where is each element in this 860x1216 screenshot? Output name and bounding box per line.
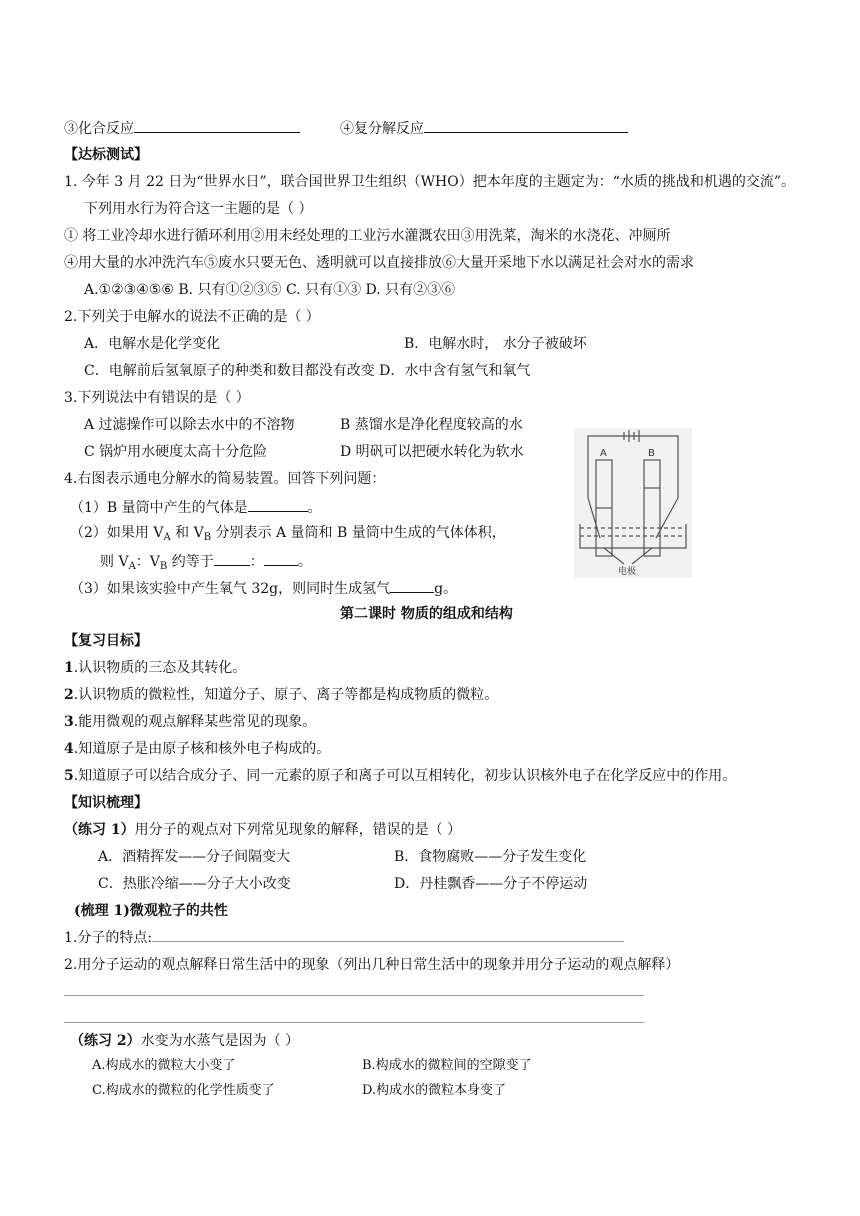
molecule-features-prompt: 1.分子的特点: bbox=[64, 929, 624, 947]
answer-blank[interactable] bbox=[214, 551, 250, 566]
exercise-1-option-c: C．热胀冷缩——分子大小改变 bbox=[98, 876, 291, 892]
answer-line[interactable] bbox=[64, 1022, 644, 1023]
answer-blank[interactable] bbox=[424, 118, 628, 133]
item-double-decomposition: ④复分解反应 bbox=[340, 118, 628, 138]
goal-item: 2.认识物质的微粒性，知道分子、原子、离子等都是构成物质的微粒。 bbox=[64, 687, 499, 703]
exercise-2-option-b: B.构成水的微粒间的空隙变了 bbox=[362, 1058, 532, 1073]
answer-blank[interactable] bbox=[264, 551, 298, 566]
exercise-2-option-a: A.构成水的微粒大小变了 bbox=[92, 1058, 236, 1073]
answer-blank[interactable] bbox=[248, 497, 308, 512]
q4-part3: （3）如果该实验中产生氧气 32g，则同时生成氢气 g。 bbox=[70, 578, 457, 598]
item-combination-reaction: ③化合反应 bbox=[64, 118, 300, 138]
exercise-2-option-c: C.构成水的微粒的化学性质变了 bbox=[92, 1083, 275, 1098]
q4-part2-line1: （2）如果用 $V_A$ 和 $V_B$ 分别表示 A 量筒和 B 量筒中生成的气体体积， bbox=[70, 525, 506, 543]
lesson-title: 第二课时 物质的组成和结构 bbox=[340, 606, 513, 622]
q2-option-cd: C．电解前后氢氧原子的种类和数目都没有改变 D．水中含有氢气和氧气 bbox=[84, 363, 531, 379]
section-heading-review-goals: 【复习目标】 bbox=[64, 633, 148, 649]
exercise-1-option-b: B．食物腐败——分子发生变化 bbox=[394, 849, 587, 865]
q3-option-a: A 过滤操作可以除去水中的不溶物 bbox=[84, 417, 295, 433]
q3-option-b: B 蒸馏水是净化程度较高的水 bbox=[340, 417, 523, 433]
answer-line[interactable] bbox=[152, 929, 624, 942]
q2-stem: 2.下列关于电解水的说法不正确的是（ ） bbox=[64, 309, 320, 325]
q3-option-d: D 明矾可以把硬水转化为软水 bbox=[340, 444, 524, 460]
tube-b bbox=[644, 460, 660, 556]
q1-item-line1: ① 将工业冷却水进行循环利用②用未经处理的工业污水灌溉农田③用洗菜，淘米的水浇花、冲厕所 bbox=[64, 228, 671, 244]
exercise-2-stem: （练习 2）水变为水蒸气是因为（ ） bbox=[70, 1033, 300, 1049]
explain-prompt: 2.用分子运动的观点解释日常生活中的现象（列出几种日常生活中的现象并用分子运动的观点解释） bbox=[64, 957, 680, 973]
q2-option-a: A．电解水是化学变化 bbox=[84, 336, 221, 352]
goal-item: 4.知道原子是由原子核和核外电子构成的。 bbox=[64, 741, 331, 757]
exercise-1-option-a: A．酒精挥发——分子间隔变大 bbox=[98, 849, 291, 865]
comb-heading-1: (梳理 1)微观粒子的共性 bbox=[74, 903, 228, 919]
q1-stem-line2: 下列用水行为符合这一主题的是（ ） bbox=[84, 201, 313, 217]
wire bbox=[588, 436, 678, 498]
q1-stem-line1: 1. 今年 3 月 22 日为“世界水日”，联合国世界卫生组织（WHO）把本年度的主题定为：“水质的挑战和机遇的交流”。 bbox=[64, 174, 796, 190]
tube-a-label: A bbox=[600, 448, 607, 459]
answer-blank[interactable] bbox=[134, 118, 300, 133]
goal-item: 5.知道原子可以结合成分子、同一元素的原子和离子可以互相转化，初步认识核外电子在化学反应中的作用。 bbox=[64, 768, 737, 784]
exercise-1-stem: （练习 1）用分子的观点对下列常见现象的解释，错误的是（ ） bbox=[64, 822, 462, 838]
answer-blank[interactable] bbox=[390, 578, 434, 593]
q4-part1: （1）B 量筒中产生的气体是 。 bbox=[70, 497, 322, 517]
q4-part2-line2: 则 $V_A$：$V_B$ 约等于 ： 。 bbox=[100, 551, 312, 576]
electrolysis-apparatus-figure bbox=[574, 428, 692, 578]
section-heading-test: 【达标测试】 bbox=[64, 147, 148, 163]
electrode-label: 电极 bbox=[618, 567, 637, 577]
q1-options: A.①②③④⑤⑥ B. 只有①②③⑤ C. 只有①③ D. 只有②③⑥ bbox=[84, 282, 456, 298]
q4-stem: 4.右图表示通电分解水的简易装置。回答下列问题： bbox=[64, 471, 386, 487]
q3-option-c: C 锅炉用水硬度太高十分危险 bbox=[84, 444, 268, 460]
q2-option-b: B．电解水时， 水分子被破坏 bbox=[404, 336, 587, 352]
goal-item: 3.能用微观的观点解释某些常见的现象。 bbox=[64, 714, 317, 730]
q3-stem: 3.下列说法中有错误的是（ ） bbox=[64, 390, 250, 406]
q1-item-line2: ④用大量的水冲洗汽车⑤废水只要无色、透明就可以直接排放⑥大量开采地下水以满足社会对水的需求 bbox=[64, 255, 694, 271]
tube-b-label: B bbox=[648, 448, 655, 459]
exercise-1-option-d: D．丹桂飘香——分子不停运动 bbox=[394, 876, 588, 892]
goal-item: 1.认识物质的三态及其转化。 bbox=[64, 660, 247, 676]
electrolysis-apparatus-diagram bbox=[574, 428, 692, 578]
answer-line[interactable] bbox=[64, 995, 644, 996]
section-heading-knowledge: 【知识梳理】 bbox=[64, 795, 148, 811]
exercise-2-option-d: D.构成水的微粒本身变了 bbox=[362, 1083, 507, 1098]
